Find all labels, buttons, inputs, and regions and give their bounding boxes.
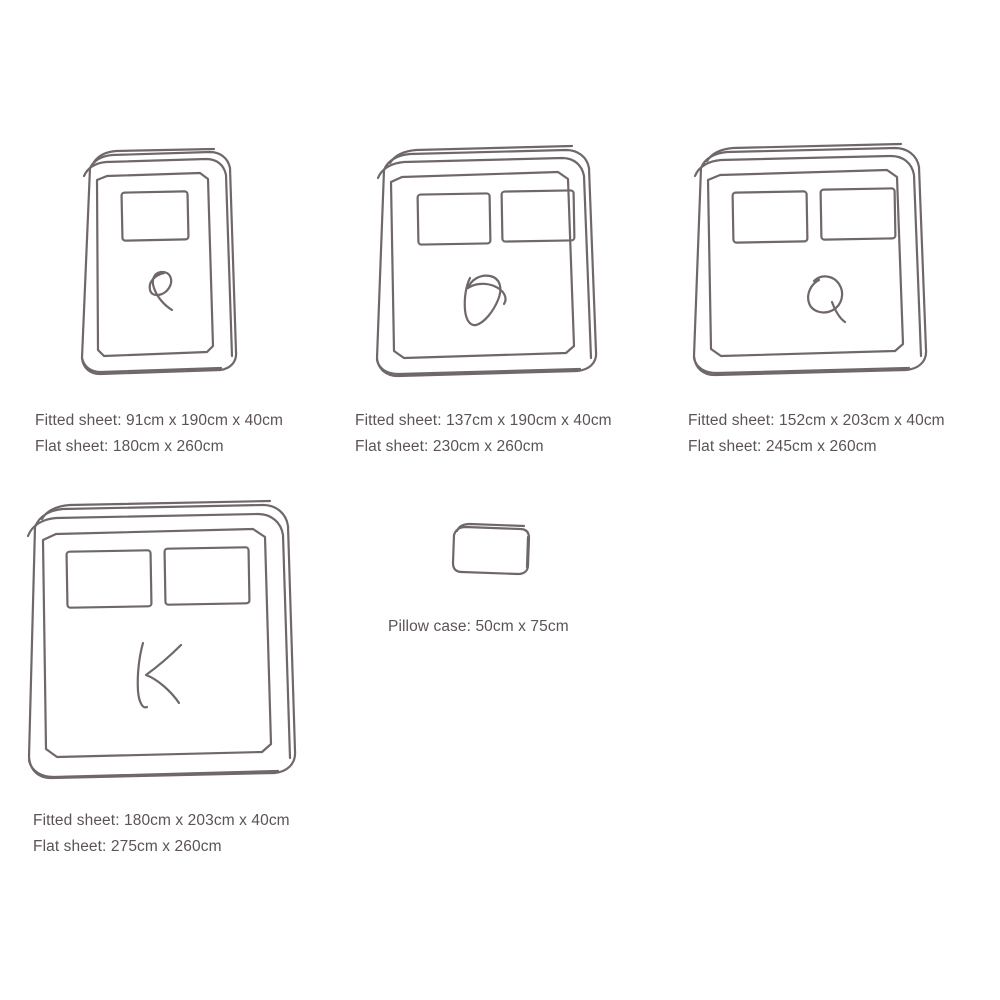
pillow-case-icon [440,515,540,585]
caption-line: Fitted sheet: 180cm x 203cm x 40cm [33,812,290,829]
queen-bed-illustration [675,140,940,390]
double-bed-icon [360,140,610,390]
caption-line: Fitted sheet: 91cm x 190cm x 40cm [35,412,283,429]
queen-bed-caption [688,408,945,459]
caption-line: Fitted sheet: 137cm x 190cm x 40cm [355,412,612,429]
pillow-case-illustration [440,515,540,585]
queen-bed-icon [675,140,940,390]
caption-line: Pillow case: 50cm x 75cm [388,618,569,635]
double-bed-caption [355,408,612,459]
single-bed-caption [35,408,283,459]
king-bed-illustration [5,495,315,795]
pillow-case-caption [388,614,569,640]
caption-line: Flat sheet: 245cm x 260cm [688,437,877,455]
caption-line: Flat sheet: 230cm x 260cm [355,437,544,455]
single-bed-illustration [60,140,250,390]
king-bed-icon [5,495,315,795]
double-bed-illustration [360,140,610,390]
caption-line: Flat sheet: 180cm x 260cm [35,437,224,455]
single-bed-icon [60,140,250,390]
caption-line: Fitted sheet: 152cm x 203cm x 40cm [688,412,945,429]
caption-line: Flat sheet: 275cm x 260cm [33,837,222,855]
king-bed-caption [33,808,290,859]
